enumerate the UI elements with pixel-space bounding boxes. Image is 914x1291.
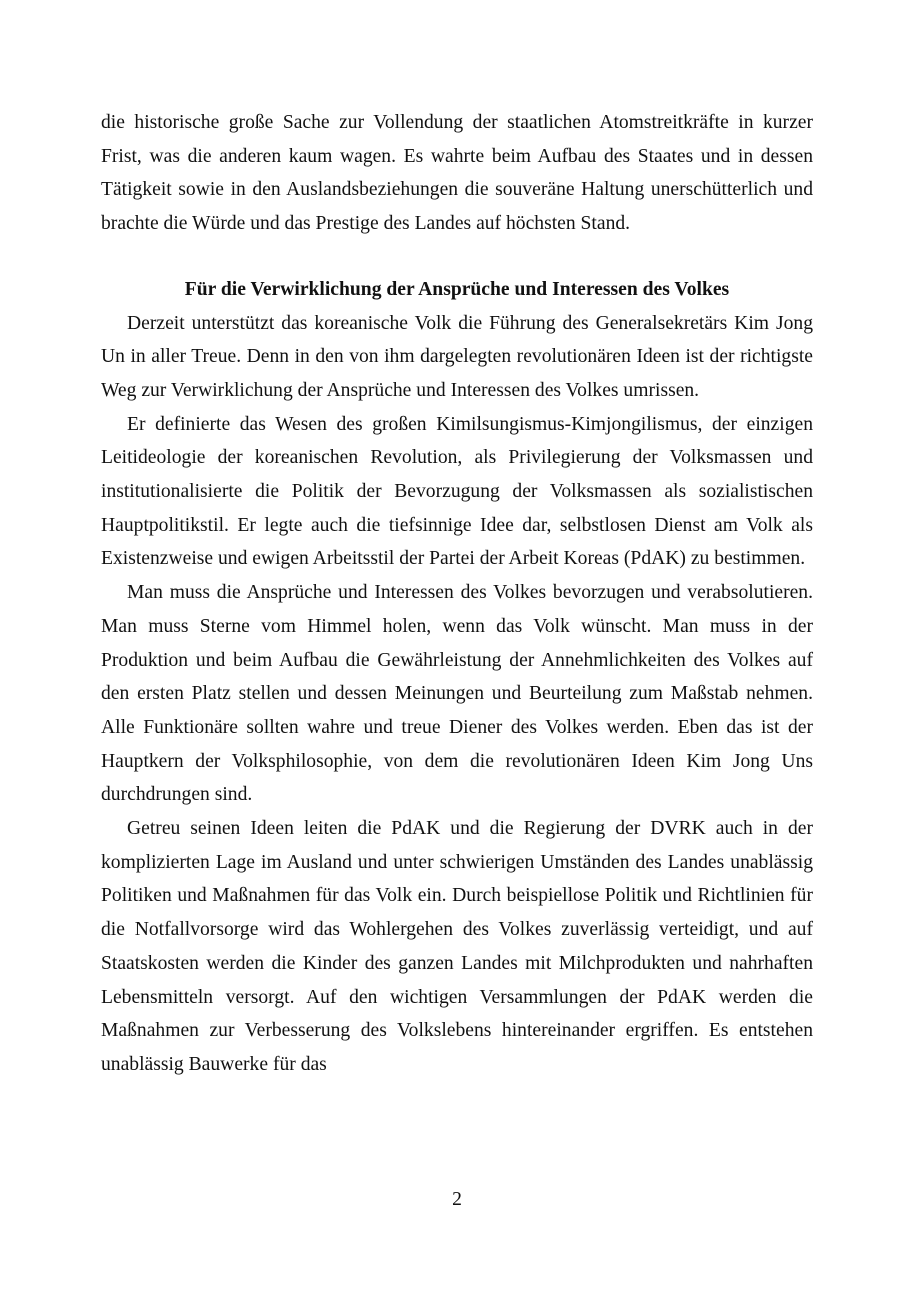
paragraph: Man muss die Ansprüche und Interessen des Volkes bevorzugen und verabsolutieren. Man muss Sterne vom Himmel holen, wenn das Volk wünscht. Man muss in der Produktion und beim Aufbau die Gewährleistung der Annehmlichkeiten des Volkes auf den ersten Platz stellen und dessen Meinungen und Beurteilung zum Maßstab nehmen. Alle Funktionäre sollten wahre und treue Diener des Volkes werden. Eben das ist der Hauptkern der Volksphilosophie, von dem die revolutionären Ideen Kim Jong Uns durchdrungen sind. (101, 582, 813, 806)
section-heading: Für die Verwirklichung der Ansprüche und Interessen des Volkes (184, 278, 730, 300)
paragraph: Derzeit unterstützt das koreanische Volk die Führung des Generalsekretärs Kim Jong Un in aller Treue. Denn in den von ihm dargelegten revolutionären Ideen ist der richtigste Weg zur Verwirklichung der Ansprüche und Interessen des Volkes umrissen. (101, 312, 813, 401)
body-text (101, 106, 813, 1082)
paragraph: Getreu seinen Ideen leiten die PdAK und die Regierung der DVRK auch in der komplizierten Lage im Ausland und unter schwierigen Umständen des Landes unablässig Politiken und Maßnahmen für das Volk ein. Durch beispiellose Politik und Richtlinien für die Notfallvorsorge wird das Wohlergehen des Volkes zuverlässig verteidigt, und auf Staatskosten werden die Kinder des ganzen Landes mit Milchprodukten und nahrhaften Lebensmitteln versorgt. Auf den wichtigen Versammlungen der PdAK werden die Maßnahmen zur Verbesserung des Volkslebens hintereinander ergriffen. Es entstehen unablässig Bauwerke für das (101, 818, 813, 1075)
paragraph-continuation: die historische große Sache zur Vollendung der staatlichen Atomstreitkräfte in kurzer Frist, was die anderen kaum wagen. Es wahrte beim Aufbau des Staates und in dessen Tätigkeit sowie in den Auslandsbeziehungen die souveräne Haltung unerschütterlich und brachte die Würde und das Prestige des Landes auf höchsten Stand. (101, 112, 813, 235)
paragraph: Er definierte das Wesen des großen Kimilsungismus-Kimjongilismus, der einzigen Leitideologie der koreanischen Revolution, als Privilegierung der Volksmassen und institutionalisierte die Politik der Bevorzugung der Volksmassen als sozialistischen Hauptpolitikstil. Er legte auch die tiefsinnige Idee dar, selbstlosen Dienst am Volk als Existenzweise und ewigen Arbeitsstil der Partei der Arbeit Koreas (PdAK) zu bestimmen. (101, 413, 813, 570)
page-number: 2 (452, 1189, 462, 1210)
